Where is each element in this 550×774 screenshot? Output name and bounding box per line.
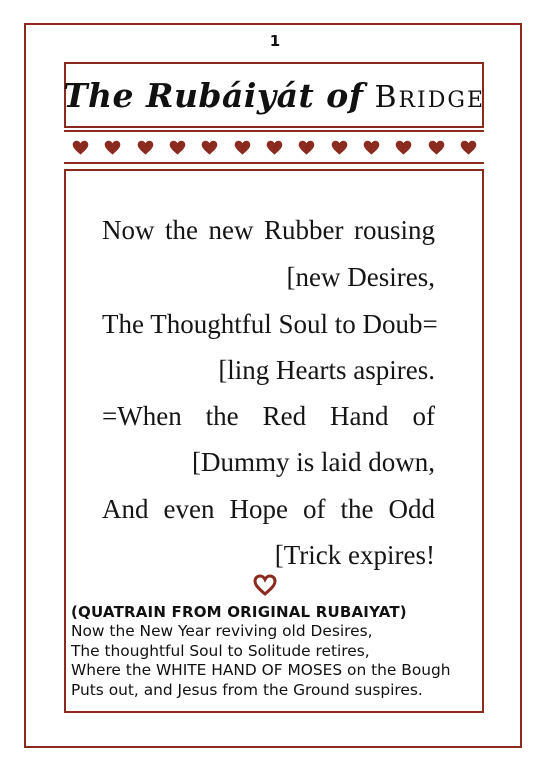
page-number: 1 — [269, 32, 281, 50]
heart-icon — [395, 139, 412, 156]
poem-line-5: =When the Red Hand of — [102, 401, 435, 431]
original-quatrain — [71, 602, 481, 700]
heart-outline-icon — [253, 574, 277, 596]
heart-icon — [104, 139, 121, 156]
title-bridge-part — [374, 80, 485, 115]
title-box — [64, 62, 484, 128]
poem-line-7: And even Hope of the Odd — [102, 494, 435, 524]
quatrain-title: (QUATRAIN FROM ORIGINAL RUBAIYAT) — [71, 603, 407, 621]
heart-icon — [72, 139, 89, 156]
heart-icon — [137, 139, 154, 156]
poem-line-2: [new Desires, — [286, 262, 435, 292]
poem-line-1: Now the new Rubber rousing — [102, 215, 435, 245]
heart-icon — [363, 139, 380, 156]
heart-strip — [64, 130, 484, 164]
poem-line-4: [ling Hearts aspires. — [218, 355, 435, 385]
heart-icon — [428, 139, 445, 156]
poem-line-8: [Trick expires! — [274, 540, 435, 570]
page-title — [63, 76, 485, 115]
quatrain-line-4: Puts out, and Jesus from the Ground suspires. — [71, 680, 423, 699]
poem-line-3: The Thoughtful Soul to Doub= — [102, 309, 438, 339]
title-bridge-rest: RIDGE — [398, 87, 486, 113]
heart-icon — [266, 139, 283, 156]
title-bridge-initial: B — [374, 79, 399, 115]
poem-line-6: [Dummy is laid down, — [192, 447, 435, 477]
heart-icon — [331, 139, 348, 156]
quatrain-line-2: The thoughtful Soul to Solitude retires, — [71, 641, 370, 660]
heart-icon — [201, 139, 218, 156]
quatrain-line-1: Now the New Year reviving old Desires, — [71, 622, 373, 640]
heart-icon — [234, 139, 251, 156]
title-italic-part: The Rubáiyát of — [62, 75, 364, 115]
heart-icon — [298, 139, 315, 156]
heart-icon — [169, 139, 186, 156]
quatrain-line-3: Where the WHITE HAND OF MOSES on the Bough — [71, 661, 451, 679]
heart-icon — [460, 139, 477, 156]
